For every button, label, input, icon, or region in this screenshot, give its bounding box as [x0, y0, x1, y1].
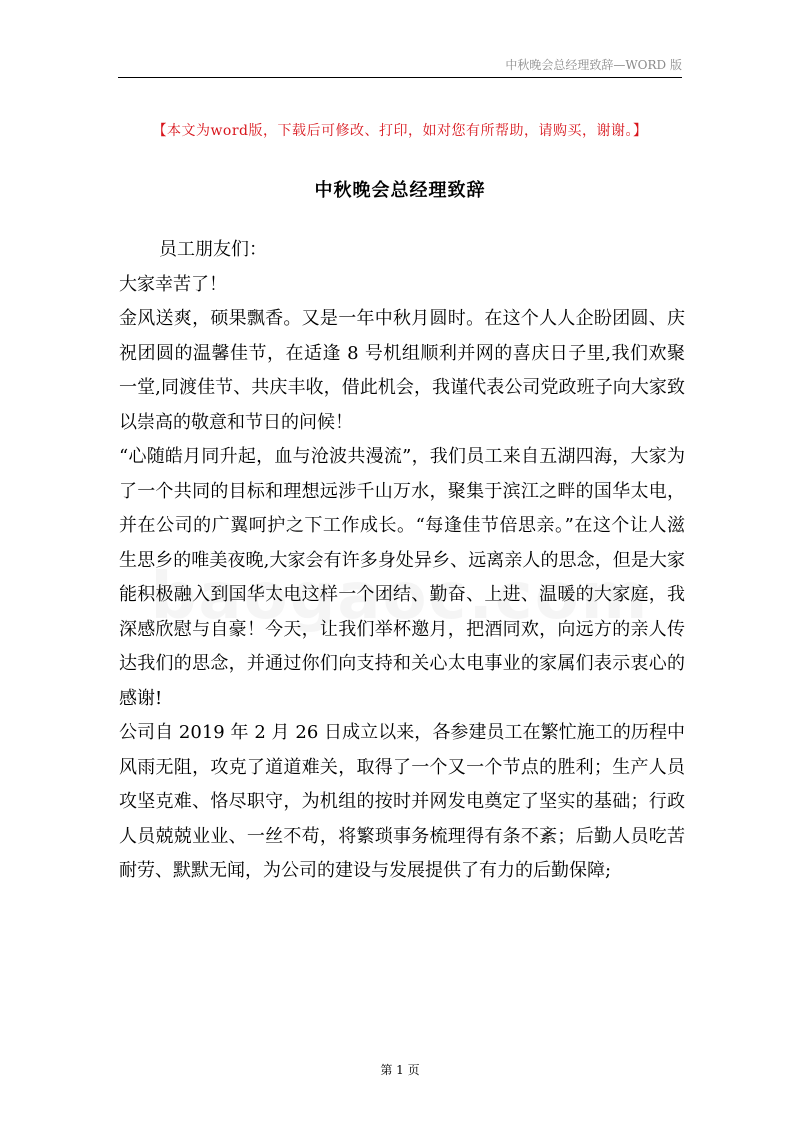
document-title: 中秋晚会总经理致辞 [314, 180, 486, 201]
paragraph: 金风送爽，硕果飘香。又是一年中秋月圆时。在这个人人企盼团圆、庆祝团圆的温馨佳节，在适逢 8 号机组顺利并网的喜庆日子里,我们欢聚一堂,同渡佳节、共庆丰收，借此机会，我谨代表公司党政班子向大家致以崇高的敬意和节日的问候！ [119, 308, 685, 433]
paragraph: 大家幸苦了！ [119, 273, 227, 295]
document-header-label: 中秋晚会总经理致辞—WORD 版 [505, 58, 682, 72]
purchase-notice: 【本文为word版，下载后可修改、打印，如对您有所帮助，请购买，谢谢。】 [152, 123, 648, 139]
paragraph: “心随皓月同升起，血与沧波共漫流”，我们员工来自五湖四海，大家为了一个共同的目标和理想远涉千山万水，聚集于滨江之畔的国华太电，并在公司的广翼呵护之下工作成长。“每逢佳节倍思亲。”在这个让人滋生思乡的唯美夜晚,大家会有许多身处异乡、远离亲人的思念，但是大家能积极融入到国华太电这样一个团结、勤奋、上进、温暖的大家庭，我深感欣慰与自豪！今天，让我们举杯邀月，把酒同欢，向远方的亲人传达我们的思念，并通过你们向支持和关心太电事业的家属们表示衷心的感谢! [119, 446, 685, 709]
page-number: 第 1 页 [380, 1063, 420, 1077]
paragraph: 公司自 2019 年 2 月 26 日成立以来，各参建员工在繁忙施工的历程中风雨无阻，攻克了道道难关，取得了一个又一个节点的胜利；生产人员攻坚克难、恪尽职守，为机组的按时并网发电奠定了坚实的基础；行政人员兢兢业业、一丝不苟，将繁琐事务梳理得有条不紊；后勤人员吃苦耐劳、默默无闻，为公司的建设与发展提供了有力的后勤保障; [119, 722, 685, 881]
document-body [119, 233, 685, 889]
header-divider [118, 77, 682, 78]
salutation: 员工朋友们： [159, 239, 267, 260]
